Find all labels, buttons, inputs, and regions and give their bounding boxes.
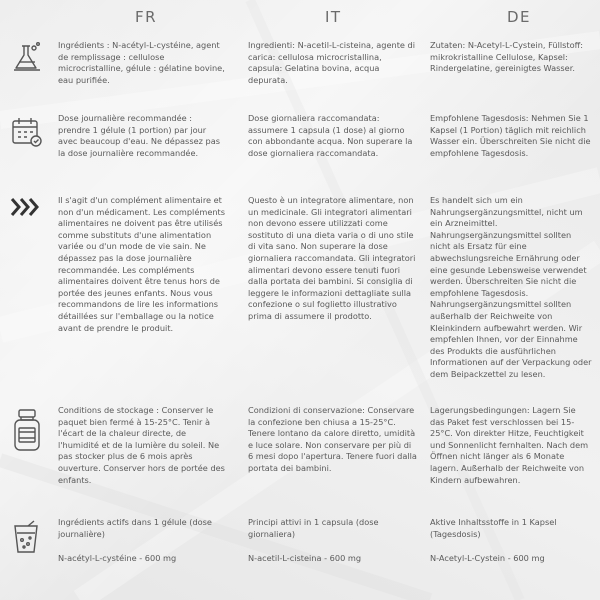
active-heading-fr: Ingrédients actifs dans 1 gélule (dose journalière) bbox=[58, 517, 212, 539]
header-de: DE bbox=[507, 8, 532, 26]
lab-flask-icon bbox=[10, 40, 44, 74]
glass-icon bbox=[10, 520, 44, 554]
ingredients-fr: Ingrédients : N-acétyl-L-cystéine, agent de remplissage : cellulose microcristalline, gélule : gélatine bovine, eau purifiée. bbox=[58, 40, 225, 85]
active-heading-it: Principi attivi in 1 capsula (dose giornaliera) bbox=[248, 517, 379, 539]
ingredients-de: Zutaten: N-Acetyl-L-Cystein, Füllstoff: mikrokristalline Cellulose, Kapsel: Rindergelatine, gereinigtes Wasser. bbox=[430, 40, 584, 74]
dose-de: Empfohlene Tagesdosis: Nehmen Sie 1 Kapsel (1 Portion) täglich mit reichlich Wasser ein. Überschreiten Sie nicht die empfohlene Tagesdosis. bbox=[430, 113, 591, 158]
header-it: IT bbox=[325, 8, 342, 26]
storage-fr: Conditions de stockage : Conserver le paquet bien fermé à 15-25°C. Tenir à l'écart de la chaleur directe, de l'humidité et de la lumière du soleil. Ne pas stocker plus de 6 mois après ouverture. Conserver hors de portée des enfants. bbox=[58, 405, 225, 485]
active-amount-fr: N-acétyl-L-cystéine - 600 mg bbox=[58, 553, 177, 563]
ingredients-it: Ingredienti: N-acetil-L-cisteina, agente di carica: cellulosa microcristallina, capsula: Gelatina bovina, acqua depurata. bbox=[248, 40, 416, 85]
triple-chevron-right-icon bbox=[10, 190, 44, 224]
active-heading-de: Aktive Inhaltsstoffe in 1 Kapsel (Tagesdosis) bbox=[430, 517, 557, 539]
active-amount-de: N-Acetyl-L-Cystein - 600 mg bbox=[430, 553, 545, 563]
calendar-icon bbox=[10, 115, 44, 149]
storage-it: Condizioni di conservazione: Conservare la confezione ben chiusa a 15-25°C. Tenere lontano da calore diretto, umidità e luce solare. Non conservare per più di 6 mesi dopo l'apertura. Tenere fuori dalla portata dei bambini. bbox=[248, 405, 417, 473]
active-amount-it: N-acetil-L-cisteina - 600 mg bbox=[248, 553, 362, 563]
dose-fr: Dose journalière recommandée : prendre 1 gélule (1 portion) par jour avec beaucoup d'eau. Ne dépassez pas la dose journalière recommandée. bbox=[58, 113, 221, 158]
bottle-icon bbox=[10, 408, 44, 452]
warning-de: Es handelt sich um ein Nahrungsergänzungsmittel, nicht um ein Arzneimittel. Nahrungsergänzungsmittel sollten nicht als Ersatz für eine abwechslungsreiche Ernährung oder eine gesunde Lebensweise verwendet werden. Überschreiten Sie nicht die empfohlene Tagesdosis. Nahrungsergänzungsmittel sollten außerhalb der Reichweite von Kleinkindern aufbewahrt werden. Wir empfehlen Ihnen, vor der Einnahme des Produkts die ausführlichen Informationen auf der Verpackung oder dem Beipackzettel zu lesen. bbox=[430, 195, 592, 379]
header-fr: FR bbox=[135, 8, 158, 26]
dose-it: Dose giornaliera raccomandata: assumere 1 capsula (1 dose) al giorno con abbondante acqua. Non superare la dose giornaliera raccomandata. bbox=[248, 113, 413, 158]
storage-de: Lagerungsbedingungen: Lagern Sie das Paket fest verschlossen bei 15-25°C. Von direkter Hitze, Feuchtigkeit und Sonnenlicht fernhalten. Nach dem Öffnen nicht länger als 6 Monate lagern. Außerhalb der Reichweite von Kindern aufbewahren. bbox=[430, 405, 589, 485]
warning-fr: Il s'agit d'un complément alimentaire et non d'un médicament. Les compléments alimentaires ne doivent pas être utilisés comme substituts d'une alimentation variée ou d'un mode de vie sain. Ne dépassez pas la dose journalière recommandée. Les compléments alimentaires doivent être tenus hors de portée des jeunes enfants. Nous vous recommandons de lire les informations détaillées sur l'emballage ou la notice avant de prendre le produit. bbox=[58, 195, 226, 333]
warning-it: Questo è un integratore alimentare, non un medicinale. Gli integratori alimentari non devono essere utilizzati come sostituto di una dieta varia o di uno stile di vita sano. Non superare la dose giornaliera raccomandata. Gli integratori alimentari devono essere tenuti fuori dalla portata dei bambini. Si consiglia di leggere le informazioni dettagliate sulla confezione o sul foglietto illustrativo prima di assumere il prodotto. bbox=[248, 195, 416, 321]
